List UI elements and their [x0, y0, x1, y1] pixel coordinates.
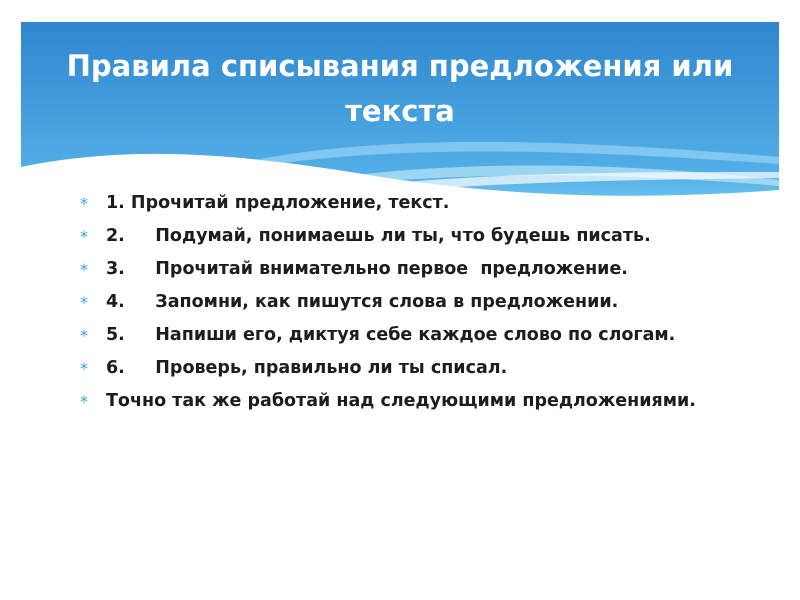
list-item: [80, 190, 720, 217]
page-title: Правила списывания предложения или текста: [66, 49, 734, 128]
list-item: [80, 256, 720, 283]
asterisk-bullet-icon: *: [80, 260, 88, 279]
asterisk-bullet-icon: *: [80, 194, 88, 213]
rules-list: [80, 190, 720, 421]
list-item-text: Точно так же работай над следующими предложениями.: [106, 391, 696, 411]
list-item: [80, 355, 720, 382]
list-item: [80, 388, 720, 415]
asterisk-bullet-icon: *: [80, 326, 88, 345]
asterisk-bullet-icon: *: [80, 359, 88, 378]
list-item: [80, 289, 720, 316]
list-item: [80, 223, 720, 250]
list-item-text: 5. Напиши его, диктуя себе каждое слово по слогам.: [106, 325, 676, 345]
list-item: [80, 322, 720, 349]
list-item-text: 3. Прочитай внимательно первое предложение.: [106, 259, 628, 279]
asterisk-bullet-icon: *: [80, 227, 88, 246]
list-item-text: 6. Проверь, правильно ли ты списал.: [106, 358, 508, 378]
list-item-text: 2. Подумай, понимаешь ли ты, что будешь писать.: [106, 226, 651, 246]
asterisk-bullet-icon: *: [80, 293, 88, 312]
list-item-text: 4. Запомни, как пишутся слова в предложении.: [106, 292, 619, 312]
asterisk-bullet-icon: *: [80, 392, 88, 411]
list-item-text: 1. Прочитай предложение, текст.: [106, 193, 450, 213]
